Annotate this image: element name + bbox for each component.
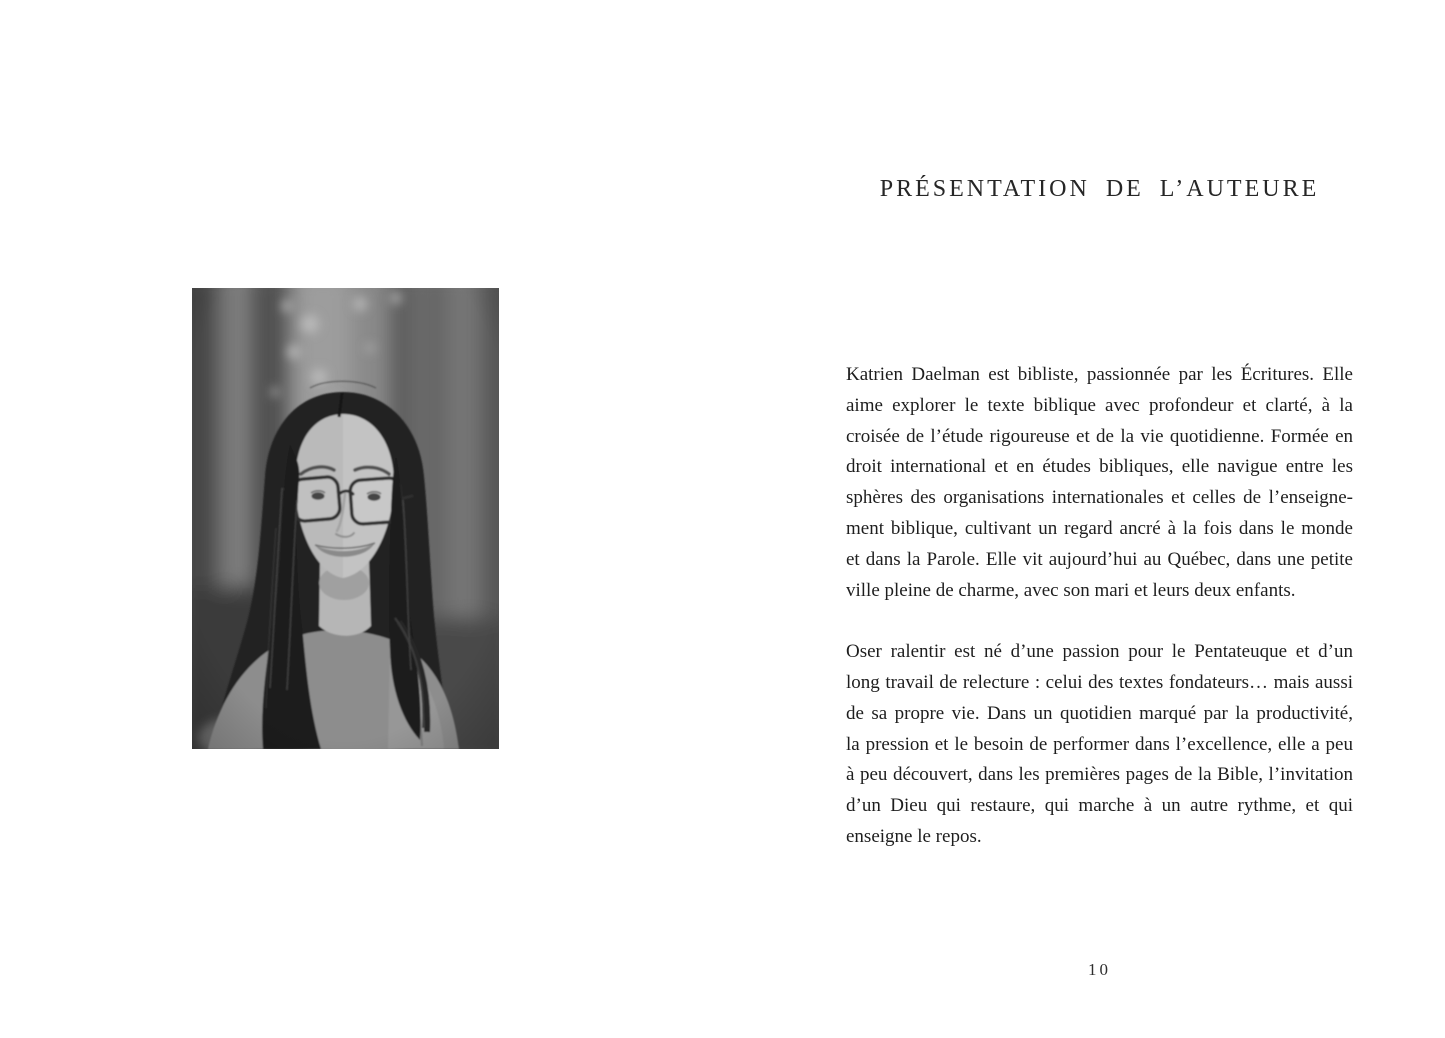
text-line: ville pleine de charme, avec son mari et leurs deux enfants. <box>846 579 1296 601</box>
text-line: croisée de l’étude rigoureuse et de la vie quotidienne. Formée en <box>846 425 1353 447</box>
body-text <box>846 360 1353 853</box>
text-line: et dans la Parole. Elle vit aujourd’hui au Québec, dans une petite <box>846 548 1353 570</box>
left-page <box>0 0 722 1038</box>
text-line: d’un Dieu qui restaure, qui marche à un autre rythme, et qui <box>846 795 1353 817</box>
text-line: à peu découvert, dans les premières pages de la Bible, l’invitation <box>846 764 1353 786</box>
page-number: 10 <box>1088 960 1111 979</box>
text-line: enseigne le repos. <box>846 825 982 847</box>
portrait-vignette <box>192 288 499 749</box>
text-line: Katrien Daelman est bibliste, passionnée par les Écritures. Elle <box>846 364 1353 385</box>
text-line: ment biblique, cultivant un regard ancré à la fois dans le monde <box>846 517 1353 539</box>
text-line: Oser ralentir est né d’une passion pour le Pentateuque et d’un <box>846 641 1353 663</box>
text-line: droit international et en études bibliques, elle navigue entre les <box>846 456 1353 478</box>
paragraph-book-origin <box>846 637 1353 853</box>
text-line: sphères des organisations internationales et celles de l’enseigne- <box>846 487 1353 509</box>
author-portrait-photo <box>192 288 499 749</box>
text-line: aime explorer le texte biblique avec profondeur et clarté, à la <box>846 394 1353 416</box>
author-portrait-image <box>192 288 499 749</box>
page-title: PRÉSENTATION DE L’AUTEURE <box>879 176 1320 202</box>
right-page <box>722 0 1445 1038</box>
text-line: de sa propre vie. Dans un quotidien marqué par la productivité, <box>846 702 1353 724</box>
text-line: long travail de relecture : celui des textes fondateurs… mais aussi <box>846 671 1353 693</box>
paragraph-author-bio <box>846 360 1353 606</box>
text-line: la pression et le besoin de performer dans l’excellence, elle a peu <box>846 733 1353 755</box>
